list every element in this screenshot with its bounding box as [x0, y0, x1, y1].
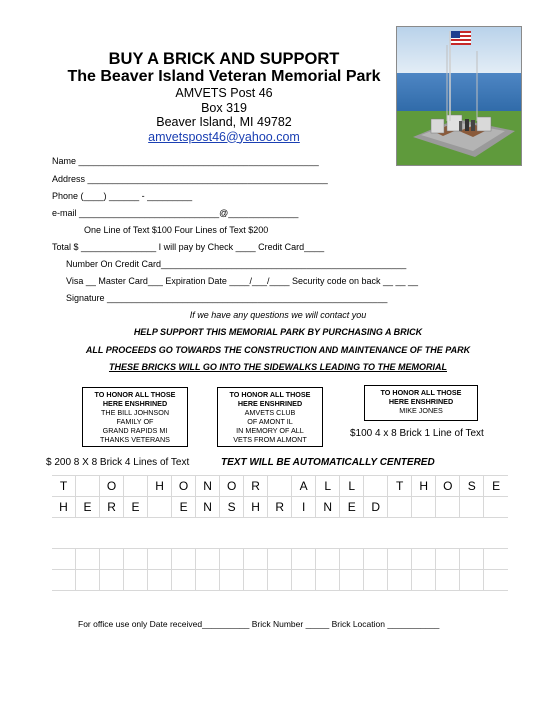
example-brick-one-line — [364, 385, 478, 421]
example-brick-four-line-a — [82, 387, 188, 447]
example-line: AMVETS CLUB — [244, 408, 296, 417]
letter-cell[interactable] — [292, 570, 316, 591]
example-line: HERE ENSHRINED — [237, 399, 303, 408]
letter-cell[interactable] — [484, 549, 508, 570]
letter-cell[interactable] — [484, 497, 508, 518]
letter-cell[interactable] — [124, 549, 148, 570]
card-details-field[interactable]: Visa __ Master Card___ Expiration Date ____/___/____ Security code on back __ __ __ — [66, 276, 419, 286]
letter-cell[interactable] — [412, 497, 436, 518]
letter-cell[interactable] — [100, 570, 124, 591]
contact-note: If we have any questions we will contact you — [189, 310, 367, 320]
letter-cell[interactable] — [316, 549, 340, 570]
letter-cell[interactable] — [268, 549, 292, 570]
email-field[interactable]: e-mail ____________________________@______________ — [52, 208, 299, 218]
grid-row — [52, 570, 508, 591]
four-line-price: $ 200 8 X 8 Brick 4 Lines of Text — [46, 457, 190, 468]
letter-cell[interactable]: I — [292, 497, 316, 518]
letter-cell[interactable] — [76, 570, 100, 591]
city-state-zip: Beaver Island, MI 49782 — [156, 115, 292, 129]
letter-cell[interactable]: O — [436, 476, 460, 497]
example-line: FAMILY OF — [116, 417, 154, 426]
grid-row — [52, 475, 508, 497]
letter-cell[interactable] — [364, 570, 388, 591]
letter-cell[interactable]: S — [220, 497, 244, 518]
letter-cell[interactable]: H — [412, 476, 436, 497]
letter-cell[interactable]: N — [316, 497, 340, 518]
example-line: IN MEMORY OF ALL — [236, 426, 304, 435]
address-field[interactable]: Address ________________________________________________ — [52, 174, 328, 184]
letter-cell[interactable]: H — [244, 497, 268, 518]
letter-cell[interactable] — [460, 570, 484, 591]
line-options: One Line of Text $100 Four Lines of Text $200 — [84, 225, 269, 235]
letter-cell[interactable] — [268, 570, 292, 591]
letter-cell[interactable] — [436, 570, 460, 591]
letter-cell[interactable]: N — [196, 476, 220, 497]
name-field[interactable]: Name ________________________________________________ — [52, 156, 319, 166]
letter-cell[interactable] — [364, 476, 388, 497]
example-brick-four-line-b — [217, 387, 323, 447]
letter-cell[interactable] — [76, 476, 100, 497]
example-line: VETS FROM ALMONT — [233, 435, 307, 444]
example-line: HERE ENSHRINED — [102, 399, 168, 408]
brick-text-grid-lower[interactable] — [52, 548, 508, 591]
letter-cell[interactable]: A — [292, 476, 316, 497]
letter-cell[interactable]: N — [196, 497, 220, 518]
letter-cell[interactable] — [460, 497, 484, 518]
po-box: Box 319 — [201, 100, 247, 115]
letter-cell[interactable]: S — [460, 476, 484, 497]
help-banner: HELP SUPPORT THIS MEMORIAL PARK BY PURCHASING A BRICK — [133, 327, 423, 337]
letter-cell[interactable] — [196, 570, 220, 591]
example-line: TO HONOR ALL THOSE — [94, 390, 176, 399]
sidewalk-banner: THESE BRICKS WILL GO INTO THE SIDEWALKS LEADING TO THE MEMORIAL — [108, 362, 447, 372]
example-line: TO HONOR ALL THOSE — [229, 390, 311, 399]
letter-cell[interactable] — [244, 570, 268, 591]
contact-email-link[interactable]: amvetspost46@yahoo.com — [148, 129, 300, 144]
letter-cell[interactable]: O — [220, 476, 244, 497]
one-line-price: $100 4 x 8 Brick 1 Line of Text — [350, 428, 484, 439]
letter-cell[interactable] — [292, 549, 316, 570]
example-line: THE BILL JOHNSON — [100, 408, 170, 417]
total-payment-field[interactable]: Total $ _______________ I will pay by Check ____ Credit Card____ — [52, 242, 325, 252]
letter-cell[interactable] — [460, 549, 484, 570]
letter-cell[interactable] — [412, 549, 436, 570]
letter-cell[interactable]: R — [244, 476, 268, 497]
letter-cell[interactable] — [124, 570, 148, 591]
letter-cell[interactable] — [388, 570, 412, 591]
letter-cell[interactable]: R — [100, 497, 124, 518]
proceeds-banner: ALL PROCEEDS GO TOWARDS THE CONSTRUCTION AND MAINTENANCE OF THE PARK — [85, 345, 471, 355]
centered-note: TEXT WILL BE AUTOMATICALLY CENTERED — [221, 457, 435, 468]
grid-row — [52, 497, 508, 518]
letter-cell[interactable] — [124, 476, 148, 497]
letter-cell[interactable]: E — [172, 497, 196, 518]
letter-cell[interactable]: L — [340, 476, 364, 497]
letter-cell[interactable] — [148, 497, 172, 518]
letter-cell[interactable] — [436, 549, 460, 570]
letter-cell[interactable] — [388, 497, 412, 518]
letter-cell[interactable]: E — [484, 476, 508, 497]
example-line: OF AMONT IL — [247, 417, 293, 426]
credit-card-number-field[interactable]: Number On Credit Card_________________________________________________ — [66, 259, 407, 269]
letter-cell[interactable]: E — [124, 497, 148, 518]
letter-cell[interactable] — [484, 570, 508, 591]
letter-cell[interactable] — [196, 549, 220, 570]
grid-row — [52, 548, 508, 570]
header — [56, 50, 392, 144]
letter-cell[interactable] — [148, 549, 172, 570]
office-use-line: For office use only Date received__________ Brick Number _____ Brick Location ___________ — [78, 619, 440, 629]
letter-cell[interactable] — [436, 497, 460, 518]
letter-cell[interactable]: D — [364, 497, 388, 518]
letter-cell[interactable] — [364, 549, 388, 570]
letter-cell[interactable] — [244, 549, 268, 570]
phone-field[interactable]: Phone (____) ______ - _________ — [52, 191, 193, 201]
letter-cell[interactable] — [268, 476, 292, 497]
example-line: MIKE JONES — [399, 406, 443, 415]
letter-cell[interactable] — [172, 570, 196, 591]
signature-field[interactable]: Signature ________________________________________________________ — [66, 293, 388, 303]
letter-cell[interactable] — [148, 570, 172, 591]
letter-cell[interactable]: T — [388, 476, 412, 497]
letter-cell[interactable]: T — [52, 476, 76, 497]
letter-cell[interactable] — [220, 549, 244, 570]
letter-cell[interactable] — [316, 570, 340, 591]
example-line: TO HONOR ALL THOSE — [380, 388, 462, 397]
example-line: GRAND RAPIDS MI — [102, 426, 168, 435]
letter-cell[interactable]: E — [340, 497, 364, 518]
letter-cell[interactable]: H — [52, 497, 76, 518]
letter-cell[interactable]: L — [316, 476, 340, 497]
page-subtitle: The Beaver Island Veteran Memorial Park — [67, 68, 381, 85]
letter-cell[interactable] — [220, 570, 244, 591]
page-title: BUY A BRICK AND SUPPORT — [108, 50, 340, 68]
letter-cell[interactable] — [100, 549, 124, 570]
letter-cell[interactable] — [388, 549, 412, 570]
letter-cell[interactable]: O — [100, 476, 124, 497]
brick-text-grid[interactable] — [52, 475, 508, 518]
example-line: THANKS VETERANS — [100, 435, 170, 444]
org-name: AMVETS Post 46 — [175, 86, 273, 100]
letter-cell[interactable] — [52, 549, 76, 570]
letter-cell[interactable] — [340, 549, 364, 570]
letter-cell[interactable]: H — [148, 476, 172, 497]
letter-cell[interactable] — [340, 570, 364, 591]
letter-cell[interactable] — [412, 570, 436, 591]
example-line: HERE ENSHRINED — [388, 397, 454, 406]
memorial-photo — [396, 26, 522, 166]
letter-cell[interactable] — [172, 549, 196, 570]
letter-cell[interactable]: O — [172, 476, 196, 497]
letter-cell[interactable] — [76, 549, 100, 570]
letter-cell[interactable]: E — [76, 497, 100, 518]
memorial-image — [397, 27, 521, 165]
letter-cell[interactable] — [52, 570, 76, 591]
letter-cell[interactable]: R — [268, 497, 292, 518]
